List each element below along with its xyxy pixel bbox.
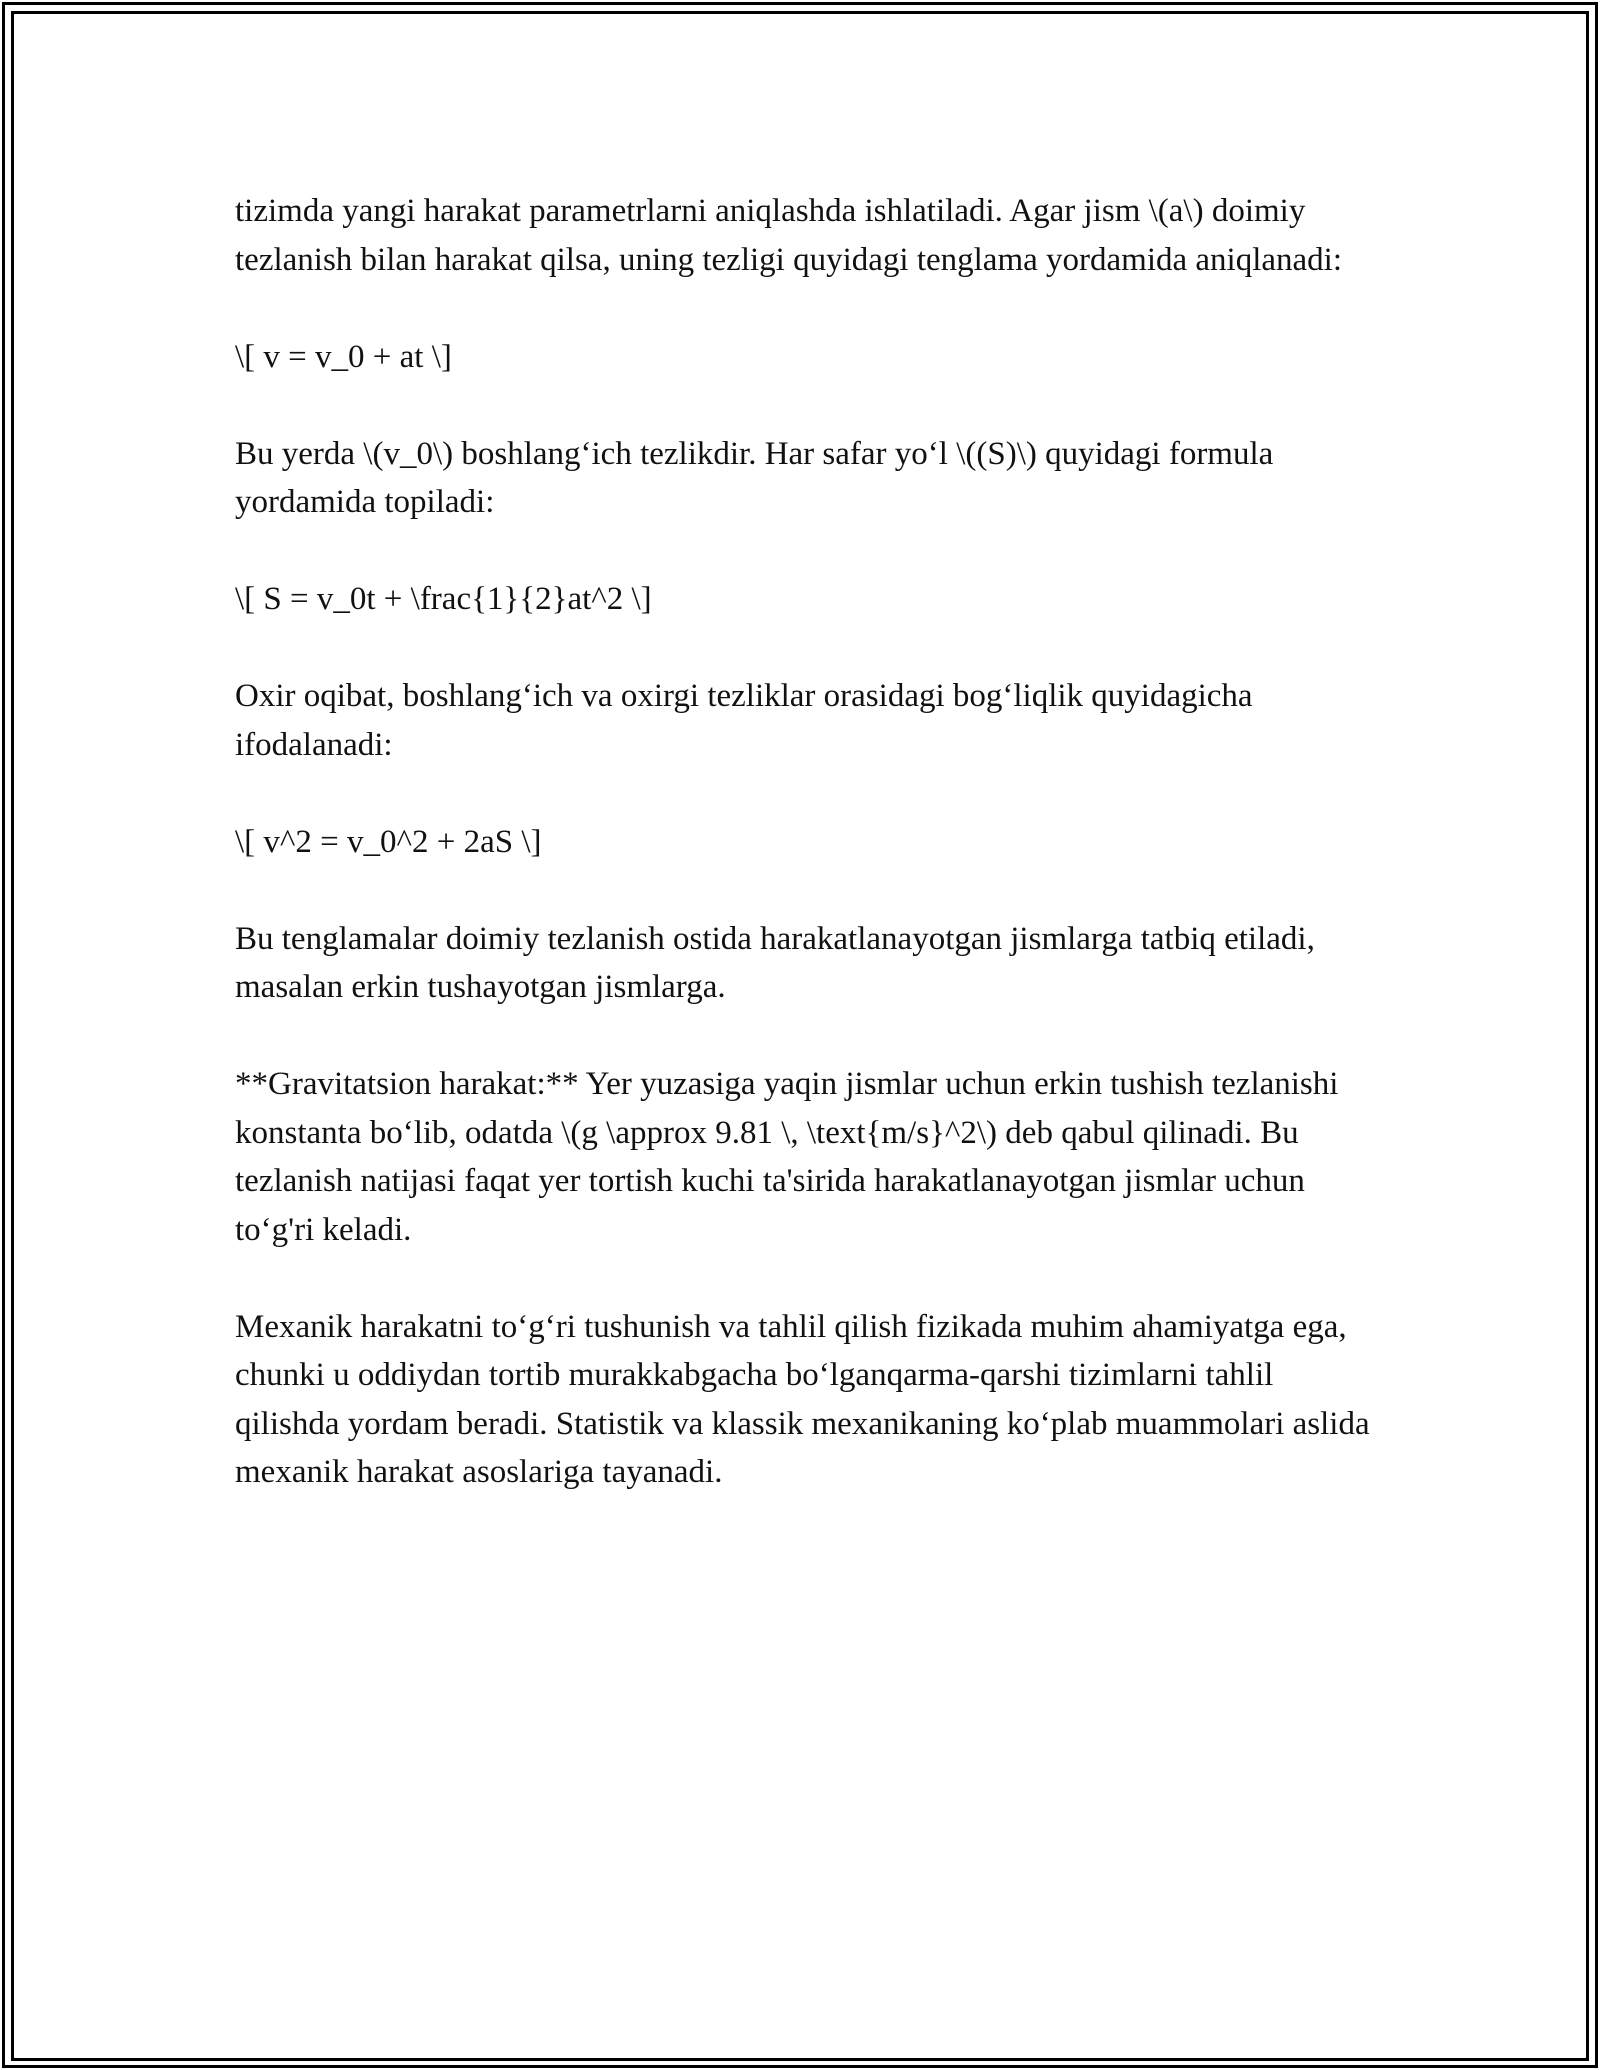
paragraph-intro: tizimda yangi harakat parametrlarni aniqlashda ishlatiladi. Agar jism \(a\) doimiy tezlanish bilan harakat qilsa, uning tezligi quyidagi tenglama yordamida aniqlanadi:	[235, 193, 1342, 278]
equation-velocity: \[ v = v_0 + at \]	[235, 338, 452, 375]
paragraph-gravitational-motion: **Gravitatsion harakat:** Yer yuzasiga yaqin jismlar uchun erkin tushish tezlanishi konstanta bo‘lib, odatda \(g \approx 9.81 \, \text{m/s}^2\) deb qabul qilinadi. Bu tezlanish natijasi faqat yer tortish kuchi ta'sirida harakatlanayotgan jismlar uchun to‘g'ri keladi.	[235, 1066, 1339, 1248]
paragraph-application: Bu tenglamalar doimiy tezlanish ostida harakatlanayotgan jismlarga tatbiq etiladi, masalan erkin tushayotgan jismlarga.	[235, 920, 1315, 1005]
equation-velocity-squared: \[ v^2 = v_0^2 + 2aS \]	[235, 823, 542, 860]
paragraph-velocity-relation: Oxir oqibat, boshlang‘ich va oxirgi tezliklar orasidagi bog‘liqlik quyidagicha ifodalanadi:	[235, 678, 1253, 763]
paragraph-initial-velocity: Bu yerda \(v_0\) boshlang‘ich tezlikdir. Har safar yo‘l \((S)\) quyidagi formula yordamida topiladi:	[235, 435, 1274, 520]
document-body	[235, 187, 1385, 1497]
equation-displacement: \[ S = v_0t + \frac{1}{2}at^2 \]	[235, 581, 652, 617]
paragraph-conclusion: Mexanik harakatni to‘g‘ri tushunish va tahlil qilish fizikada muhim ahamiyatga ega, chunki u oddiydan tortib murakkabgacha bo‘lganqarma-qarshi tizimlarni tahlil qilishda yordam beradi. Statistik va klassik mexanikaning ko‘plab muammolari aslida mexanik harakat asoslariga tayanadi.	[235, 1308, 1370, 1490]
